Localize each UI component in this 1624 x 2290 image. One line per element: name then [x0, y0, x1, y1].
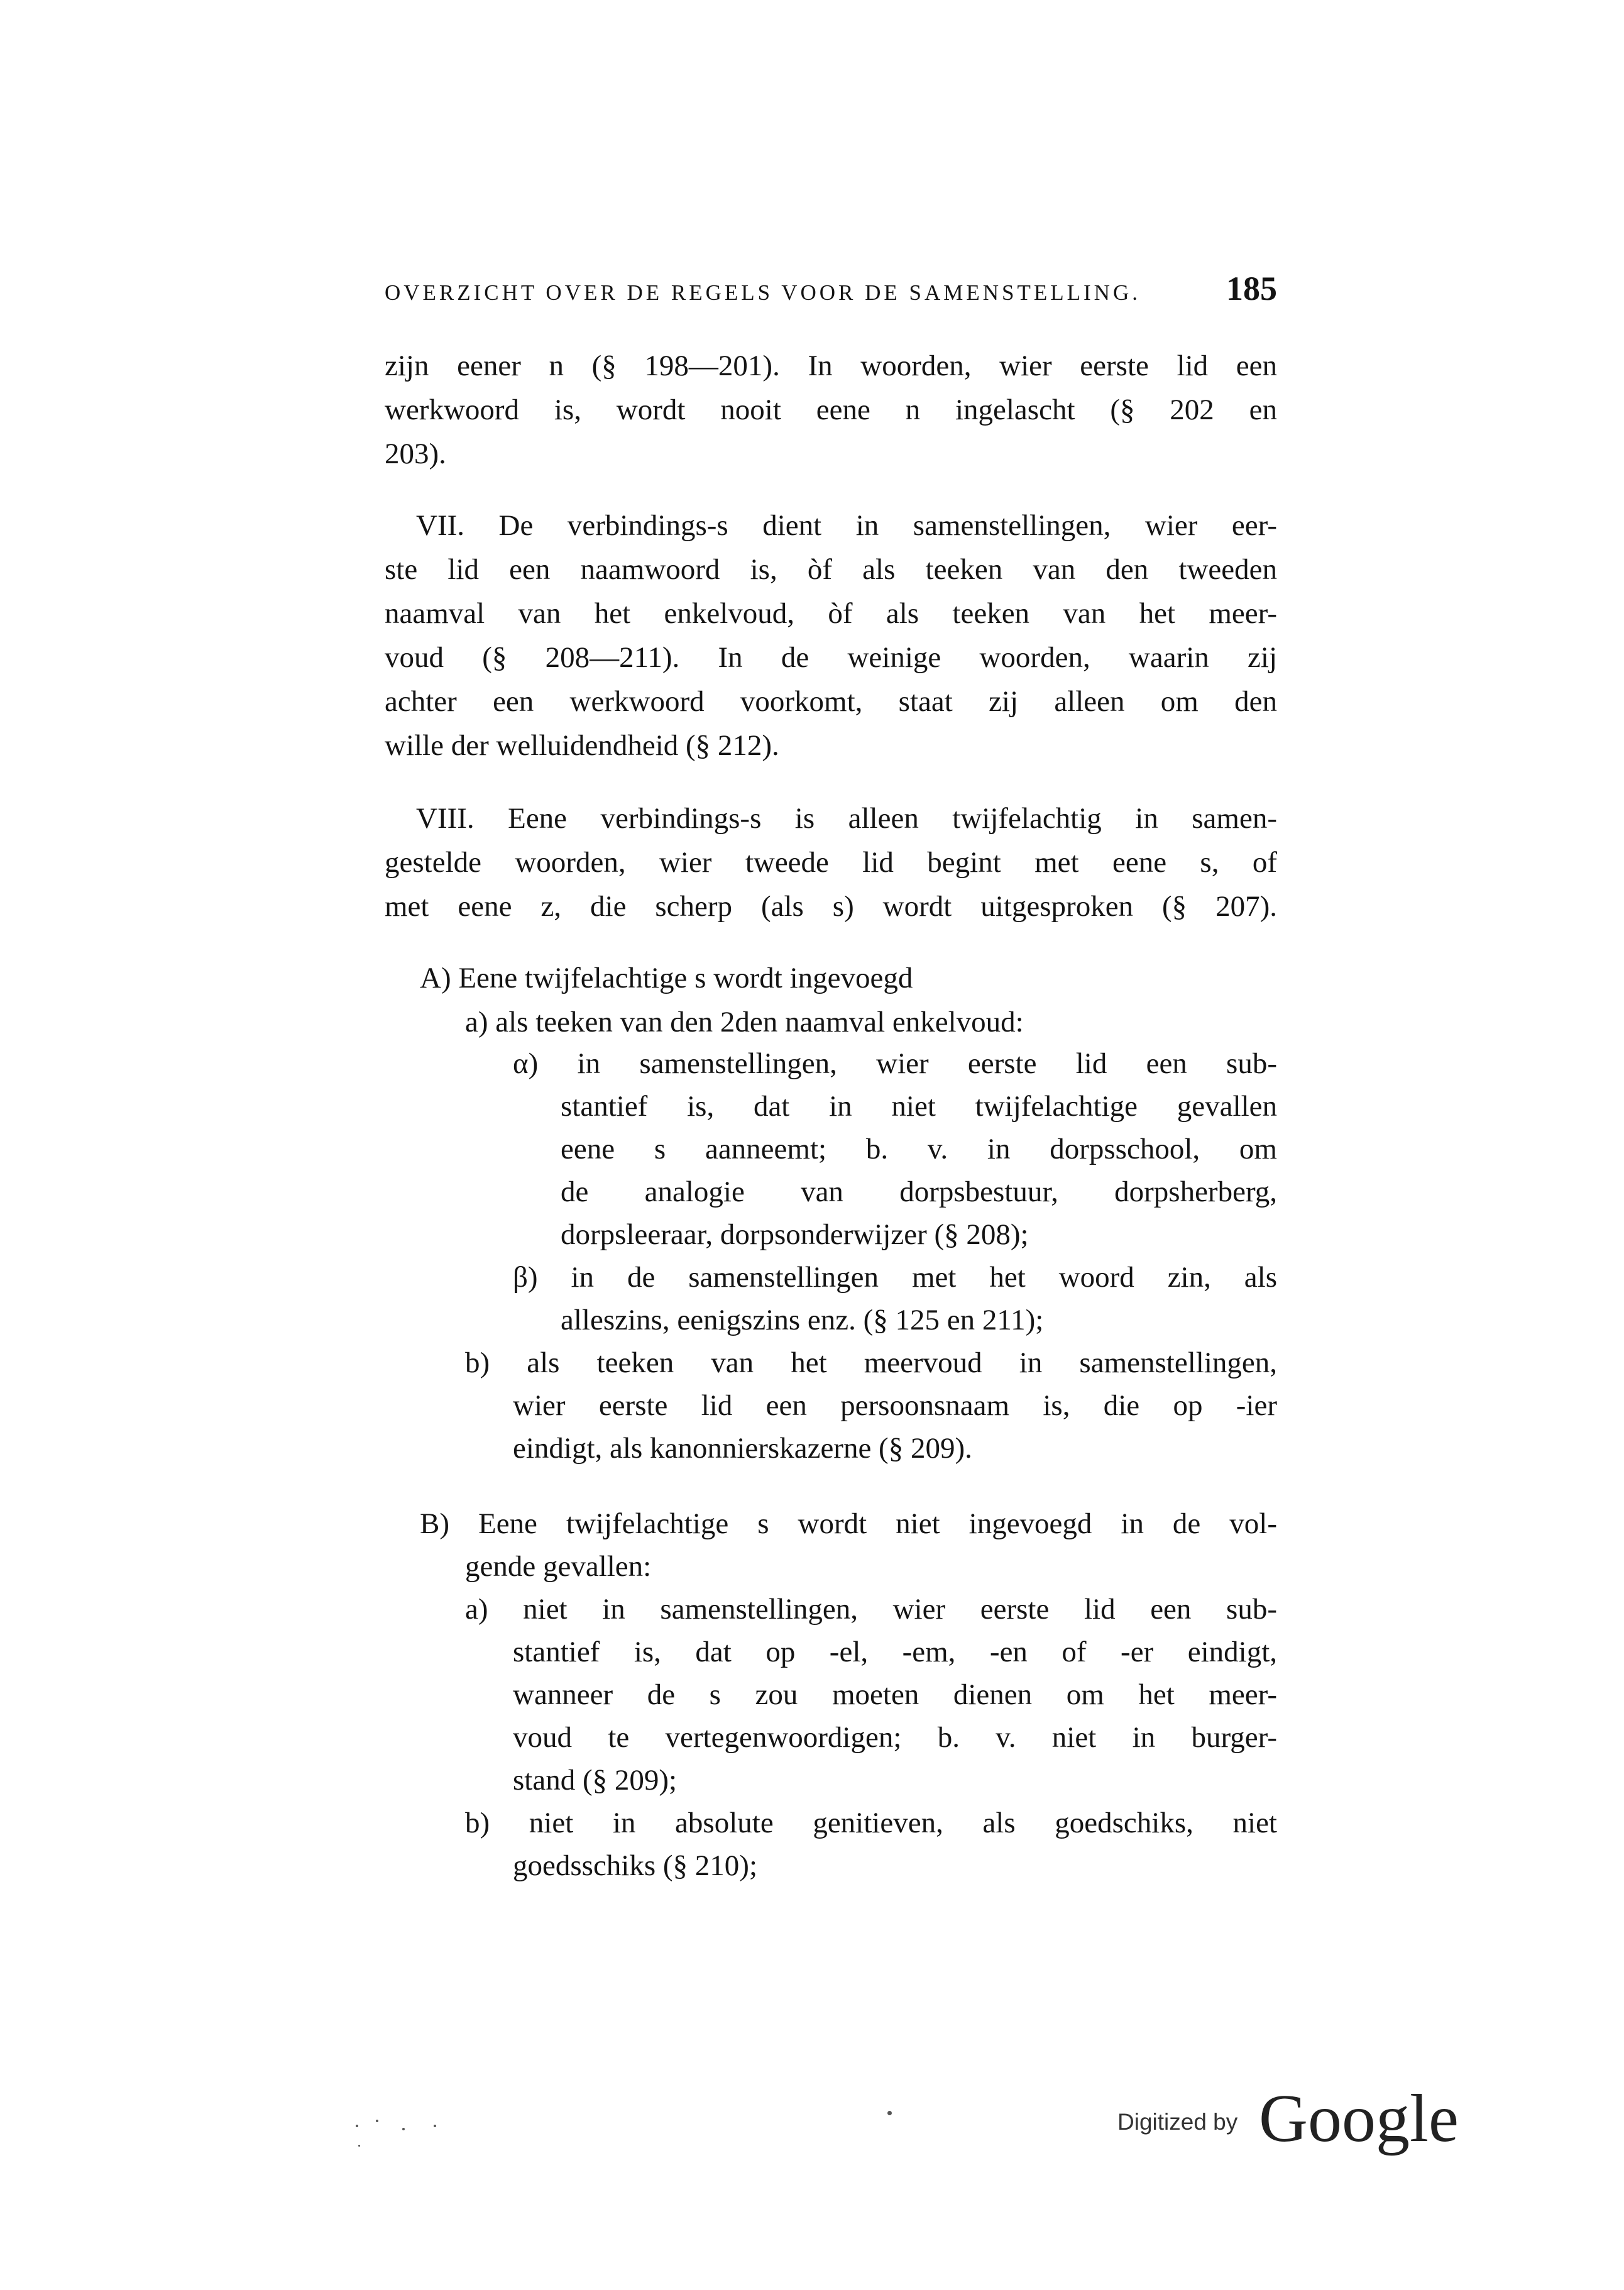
text-line: stand (§ 209);: [513, 1764, 678, 1797]
text-line: VIII. Eene verbindings-s is alleen twijfelachtig in samen-: [416, 802, 1277, 835]
text-line: gende gevallen:: [465, 1550, 652, 1583]
scan-speck: [356, 2125, 358, 2127]
text-line: α) in samenstellingen, wier eerste lid een sub-: [513, 1047, 1277, 1080]
running-title: OVERZICHT OVER DE REGELS VOOR DE SAMENSTELLING.: [385, 280, 1141, 305]
text-line: eene s aanneemt; b. v. in dorpsschool, om: [561, 1133, 1277, 1165]
text-line: wanneer de s zou moeten dienen om het meer-: [513, 1678, 1277, 1711]
text-line: stantief is, dat op -el, -em, -en of -er eindigt,: [513, 1636, 1277, 1668]
text-line: naamval van het enkelvoud, òf als teeken van het meer-: [385, 597, 1277, 630]
text-line: b) niet in absolute genitieven, als goedschiks, niet: [465, 1807, 1277, 1839]
text-line: de analogie van dorpsbestuur, dorpsherberg,: [561, 1175, 1277, 1208]
text-line: gestelde woorden, wier tweede lid begint met eene s, of: [385, 846, 1277, 879]
running-head: [385, 269, 1277, 313]
text-line: alleszins, eenigszins enz. (§ 125 en 211);: [561, 1304, 1044, 1336]
scan-speck: [887, 2111, 892, 2115]
scan-speck: [402, 2128, 405, 2130]
text-line: goedsschiks (§ 210);: [513, 1849, 758, 1882]
text-line: stantief is, dat in niet twijfelachtige gevallen: [561, 1090, 1277, 1123]
text-line: β) in de samenstellingen met het woord zin, als: [513, 1261, 1277, 1294]
text-line: achter een werkwoord voorkomt, staat zij alleen om den: [385, 685, 1277, 718]
scan-speck: [376, 2120, 378, 2122]
text-line: zijn eener n (§ 198—201). In woorden, wier eerste lid een: [385, 350, 1277, 382]
text-line: dorpsleeraar, dorpsonderwijzer (§ 208);: [561, 1218, 1029, 1251]
text-line: eindigt, als kanonnierskazerne (§ 209).: [513, 1432, 972, 1465]
text-line: ste lid een naamwoord is, òf als teeken van den tweeden: [385, 553, 1277, 586]
text-line: wier eerste lid een persoonsnaam is, die op -ier: [513, 1389, 1277, 1422]
text-line: voud (§ 208—211). In de weinige woorden, waarin zij: [385, 641, 1277, 674]
text-line: voud te vertegenwoordigen; b. v. niet in burger-: [513, 1721, 1277, 1754]
text-line: 203).: [385, 438, 446, 470]
text-line: wille der welluidendheid (§ 212).: [385, 729, 779, 762]
scan-speck: [358, 2145, 360, 2147]
text-line: a) niet in samenstellingen, wier eerste lid een sub-: [465, 1593, 1277, 1626]
text-line: B) Eene twijfelachtige s wordt niet ingevoegd in de vol-: [420, 1507, 1277, 1540]
scan-speck: [434, 2125, 436, 2127]
text-line: VII. De verbindings-s dient in samenstellingen, wier eer-: [416, 509, 1277, 542]
text-line: a) als teeken van den 2den naamval enkelvoud:: [465, 1006, 1024, 1038]
digitized-by-google-watermark: [1117, 2081, 1469, 2156]
digitized-by-label: Digitized by: [1117, 2109, 1238, 2135]
text-line: b) als teeken van het meervoud in samenstellingen,: [465, 1346, 1277, 1379]
text-line: A) Eene twijfelachtige s wordt ingevoegd: [420, 962, 913, 994]
text-line: met eene z, die scherp (als s) wordt uitgesproken (§ 207).: [385, 890, 1277, 923]
page-number: 185: [1226, 270, 1277, 307]
text-line: werkwoord is, wordt nooit eene n ingelascht (§ 202 en: [385, 394, 1277, 426]
google-logo: Google: [1259, 2081, 1459, 2156]
